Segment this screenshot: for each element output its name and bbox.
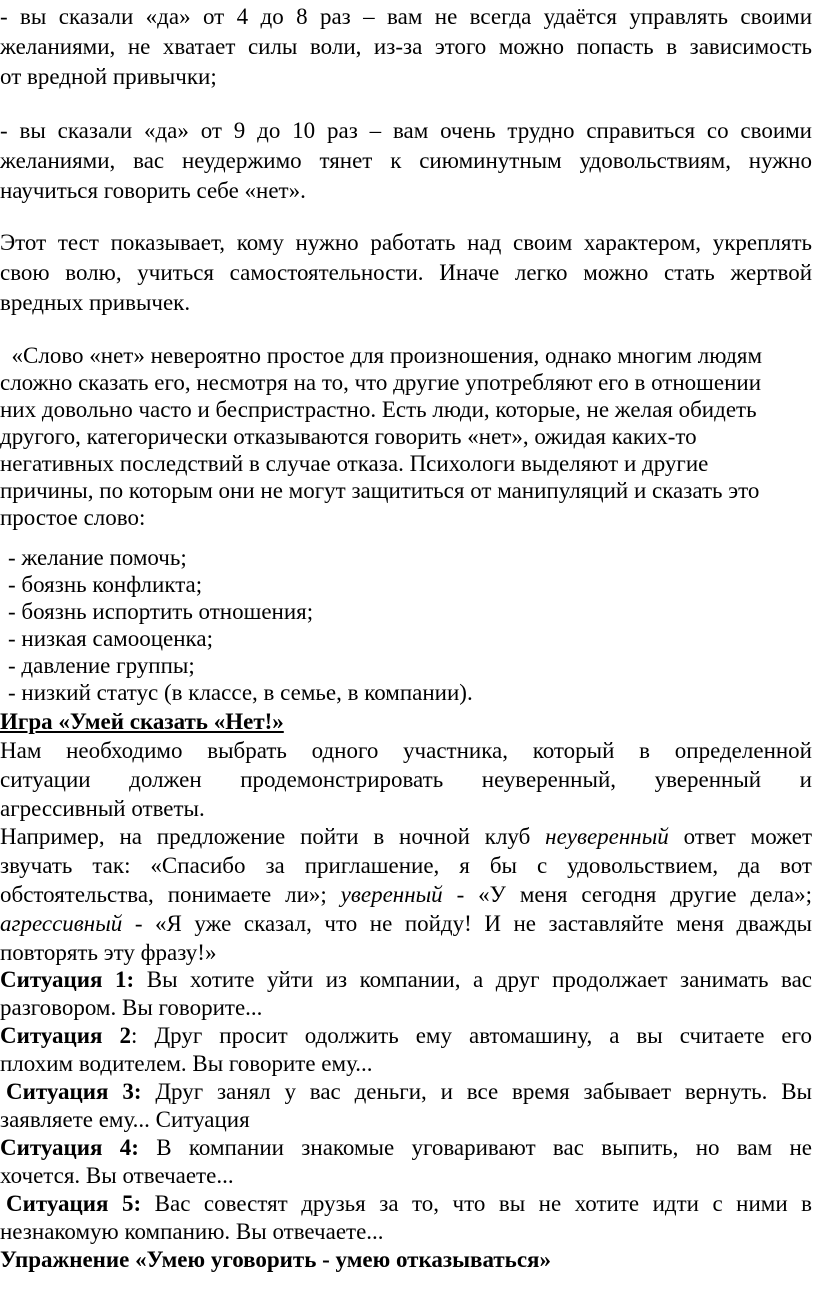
- text-line: Ситуация 2: Друг просит одолжить ему автомашину, а вы считаете его: [0, 1023, 812, 1048]
- text-line: негативных последствий в случае отказа. Психологи выделяют и другие: [0, 451, 709, 476]
- paragraph-result-9-10: [0, 116, 812, 206]
- paragraph-game-intro: [0, 736, 812, 823]
- text-line: заявляете ему... Ситуация: [0, 1107, 250, 1132]
- text-line: плохим водителем. Вы говорите ему...: [0, 1051, 373, 1076]
- text-line: свою волю, учиться самостоятельности. Иначе легко можно стать жертвой: [0, 260, 812, 285]
- paragraph-result-4-8: [0, 2, 812, 92]
- situation-3: [0, 1078, 812, 1134]
- text-line: Ситуация 5: Вас совестят друзья за то, что вы не хотите идти с ними в: [6, 1191, 812, 1216]
- text-line: хочется. Вы отвечаете...: [0, 1163, 234, 1188]
- list-item: - низкая самооценка;: [8, 626, 213, 651]
- paragraph-test-summary: [0, 228, 812, 318]
- text-line: ситуации должен продемонстрировать неуверенный, уверенный и: [0, 767, 812, 792]
- text-line: другого, категорически отказываются говорить «нет», ожидая каких-то: [0, 424, 697, 449]
- list-item: - боязнь конфликта;: [8, 572, 203, 597]
- text-line: от вредной привычки;: [0, 64, 217, 89]
- text-line: «Слово «нет» невероятно простое для произношения, однако многим людям: [0, 343, 763, 368]
- reasons-list: [8, 544, 473, 706]
- text-line: научиться говорить себе «нет».: [0, 178, 306, 203]
- list-item: - боязнь испортить отношения;: [8, 599, 314, 624]
- text-line: сложно сказать его, несмотря на то, что другие употребляют его в отношении: [0, 370, 761, 395]
- text-line: обстоятельства, понимаете ли»; уверенный - «У меня сегодня другие дела»;: [0, 882, 812, 907]
- text-line: Ситуация 4: В компании знакомые уговаривают вас выпить, но вам не: [0, 1135, 812, 1160]
- list-item: - низкий статус (в классе, в семье, в компании).: [8, 680, 473, 705]
- text-line: незнакомую компанию. Вы отвечаете...: [0, 1219, 384, 1244]
- paragraph-word-no: [0, 342, 812, 531]
- situation-5: [0, 1190, 812, 1246]
- text-line: них довольно часто и беспристрастно. Есть люди, которые, не желая обидеть: [0, 397, 757, 422]
- paragraph-game-example: [0, 822, 812, 967]
- text-line: разговором. Вы говорите...: [0, 995, 263, 1020]
- situation-4: [0, 1134, 812, 1190]
- text-line: Например, на предложение пойти в ночной клуб неуверенный ответ может: [0, 824, 812, 849]
- text-line: повторять эту фразу!»: [0, 940, 217, 965]
- text-line: звучать так: «Спасибо за приглашение, я бы с удовольствием, да вот: [0, 853, 812, 878]
- game-heading: Игра «Умей сказать «Нет!»: [0, 709, 284, 734]
- situation-1: [0, 966, 812, 1022]
- list-item: - давление группы;: [8, 653, 195, 678]
- text-line: простое слово:: [0, 505, 146, 530]
- text-line: Нам необходимо выбрать одного участника, который в определенной: [0, 738, 812, 763]
- exercise-heading: Упражнение «Умею уговорить - умею отказываться»: [0, 1247, 551, 1272]
- text-line: желаниями, вас неудержимо тянет к сиюминутным удовольствиям, нужно: [0, 148, 812, 173]
- text-line: причины, по которым они не могут защититься от манипуляций и сказать это: [0, 478, 760, 503]
- text-line: - вы сказали «да» от 4 до 8 раз – вам не всегда удаётся управлять своими: [0, 4, 812, 29]
- text-line: Ситуация 3: Друг занял у вас деньги, и все время забывает вернуть. Вы: [6, 1079, 812, 1104]
- text-line: - вы сказали «да» от 9 до 10 раз – вам очень трудно справиться со своими: [0, 118, 812, 143]
- text-line: агрессивный - «Я уже сказал, что не пойду! И не заставляйте меня дважды: [0, 911, 812, 936]
- text-line: желаниями, не хватает силы воли, из-за этого можно попасть в зависимость: [0, 34, 812, 59]
- text-line: Этот тест показывает, кому нужно работать над своим характером, укреплять: [0, 230, 812, 255]
- list-item: - желание помочь;: [8, 545, 187, 570]
- text-line: агрессивный ответы.: [0, 796, 205, 821]
- text-line: Ситуация 1: Вы хотите уйти из компании, а друг продолжает занимать вас: [0, 967, 812, 992]
- situation-2: [0, 1022, 812, 1078]
- text-line: вредных привычек.: [0, 290, 191, 315]
